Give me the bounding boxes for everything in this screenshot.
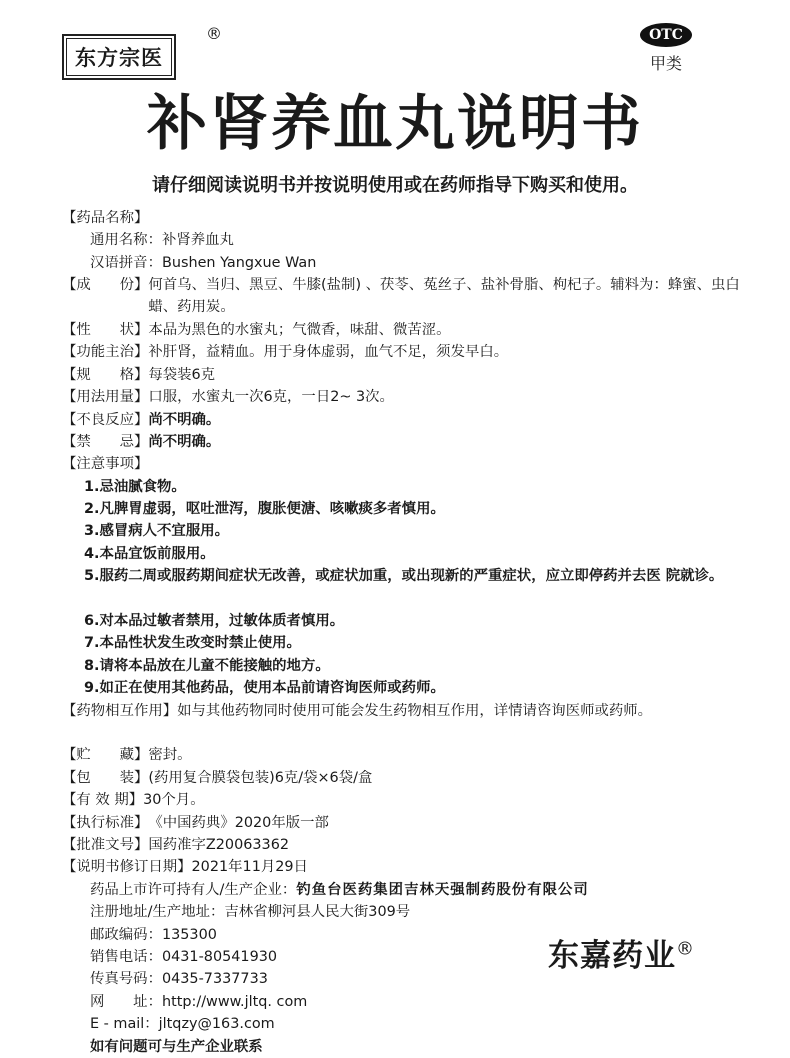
brand-name: 东嘉药业 xyxy=(548,938,676,974)
generic-name-row xyxy=(62,229,742,251)
precaution-item: 6.对本品过敏者禁用，过敏体质者慎用。 xyxy=(84,613,345,630)
email-label: E - mail： xyxy=(90,1016,159,1033)
logo-text: 东方宗医 xyxy=(66,38,172,76)
drug-name-heading xyxy=(62,207,742,229)
logo-registered-mark: ® xyxy=(206,24,222,43)
postcode-label: 邮政编码： xyxy=(90,926,162,943)
standard-value: 《中国药典》2020年版一部 xyxy=(148,814,329,831)
postcode-value: 135300 xyxy=(161,926,217,943)
email-row xyxy=(62,1013,742,1035)
composition-value: 何首乌、当归、黑豆、牛膝(盐制) 、茯苓、菟丝子、盐补骨脂、枸杞子。辅料为：蜂蜜、虫白蜡、药用炭。 xyxy=(148,277,740,316)
precaution-item: 7.本品性状发生改变时禁止使用。 xyxy=(84,635,301,652)
revision-value: 2021年11月29日 xyxy=(191,859,308,876)
logo xyxy=(62,34,176,80)
precaution-item: 9.如正在使用其他药品，使用本品前请咨询医师或药师。 xyxy=(84,680,445,697)
storage-label: 【贮 藏】 xyxy=(62,747,149,764)
precaution-item: 8.请将本品放在儿童不能接触的地方。 xyxy=(84,657,330,674)
precautions-heading xyxy=(62,453,742,475)
properties-value: 本品为黑色的水蜜丸；气微香，味甜、微苦涩。 xyxy=(148,321,451,338)
interaction-label: 【药物相互作用】 xyxy=(62,702,178,719)
holder-row xyxy=(62,879,742,901)
website-label: 网 址： xyxy=(90,993,162,1010)
precautions-label: 【注意事项】 xyxy=(62,456,149,473)
package-row xyxy=(62,767,742,789)
composition-row xyxy=(62,274,742,319)
composition-label: 【成 份】 xyxy=(62,277,149,294)
precaution-item: 3.感冒病人不宜服用。 xyxy=(84,523,229,540)
usage-value: 口服，水蜜丸一次6克，一日2~ 3次。 xyxy=(148,389,394,406)
standard-label: 【执行标准】 xyxy=(62,814,149,831)
interaction-row xyxy=(62,700,742,745)
indications-row xyxy=(62,341,742,363)
standard-row xyxy=(62,812,742,834)
fax-label: 传真号码： xyxy=(90,971,162,988)
usage-row xyxy=(62,386,742,408)
otc-category: 甲类 xyxy=(650,54,683,73)
revision-label: 【说明书修订日期】 xyxy=(62,859,192,876)
storage-value: 密封。 xyxy=(148,747,192,764)
package-value: (药用复合膜袋包装)6克/袋×6袋/盒 xyxy=(148,769,373,786)
page-title: 补肾养血丸说明书 xyxy=(147,89,643,159)
precaution-item: 1.忌油腻食物。 xyxy=(84,478,186,495)
approval-value: 国药准字Z20063362 xyxy=(148,836,290,853)
adverse-label: 【不良反应】 xyxy=(62,411,149,428)
precaution-item: 5.服药二周或服药期间症状无改善，或症状加重，或出现新的严重症状，应立即停药并去医 院就诊。 xyxy=(84,568,724,585)
pinyin-row xyxy=(62,252,742,274)
holder-value: 钓鱼台医药集团吉林天强制药股份有限公司 xyxy=(296,880,589,898)
indications-value: 补肝肾，益精血。用于身体虚弱，血气不足，须发早白。 xyxy=(148,344,509,361)
adverse-value: 尚不明确。 xyxy=(148,411,221,428)
precaution-item: 2.凡脾胃虚弱，呕吐泄泻，腹胀便溏、咳嗽痰多者慎用。 xyxy=(84,501,445,518)
address-value: 吉林省柳河县人民大街309号 xyxy=(224,904,411,921)
pinyin-label: 汉语拼音： xyxy=(90,254,162,271)
email-value: jltqzy@163.com xyxy=(158,1016,275,1033)
website-row xyxy=(62,991,742,1013)
drug-name-label: 【药品名称】 xyxy=(62,210,149,226)
adverse-row xyxy=(62,409,742,431)
approval-row xyxy=(62,834,742,856)
brand-mark xyxy=(548,930,695,975)
fax-value: 0435-7337733 xyxy=(161,971,268,988)
pinyin-value: Bushen Yangxue Wan xyxy=(161,254,317,271)
contraindications-row xyxy=(62,431,742,453)
contraindications-value: 尚不明确。 xyxy=(148,433,221,450)
generic-name-value: 补肾养血丸 xyxy=(161,232,234,249)
brand-registered-mark: ® xyxy=(676,938,695,960)
contraindications-label: 【禁 忌】 xyxy=(62,433,149,450)
otc-badge: OTC xyxy=(640,23,692,47)
spec-label: 【规 格】 xyxy=(62,366,149,383)
package-label: 【包 装】 xyxy=(62,769,149,786)
reading-notice: 请仔细阅读说明书并按说明使用或在药师指导下购买和使用。 xyxy=(152,175,638,196)
usage-label: 【用法用量】 xyxy=(62,389,149,406)
revision-row xyxy=(62,856,742,878)
approval-label: 【批准文号】 xyxy=(62,836,149,853)
interaction-text xyxy=(62,700,742,722)
validity-label: 【有 效 期】 xyxy=(62,792,144,809)
properties-row xyxy=(62,319,742,341)
contact-note: 如有问题可与生产企业联系 xyxy=(90,1038,263,1055)
spec-row xyxy=(62,364,742,386)
validity-value: 30个月。 xyxy=(143,792,205,809)
storage-row xyxy=(62,744,742,766)
spec-value: 每袋装6克 xyxy=(148,366,216,383)
holder-label: 药品上市许可持有人/生产企业： xyxy=(90,881,297,898)
validity-row xyxy=(62,789,742,811)
address-label: 注册地址/生产地址： xyxy=(90,904,225,921)
properties-label: 【性 状】 xyxy=(62,321,149,338)
sales-phone-label: 销售电话： xyxy=(90,948,162,965)
precaution-item: 4.本品宜饭前服用。 xyxy=(84,545,215,562)
address-row xyxy=(62,901,742,923)
indications-label: 【功能主治】 xyxy=(62,344,149,361)
website-value: http://www.jltq. com xyxy=(161,993,308,1010)
sales-phone-value: 0431-80541930 xyxy=(161,948,278,965)
interaction-value: 如与其他药物同时使用可能会发生药物相互作用，详情请咨询医师或药师。 xyxy=(177,702,653,719)
generic-name-label: 通用名称： xyxy=(90,232,162,249)
